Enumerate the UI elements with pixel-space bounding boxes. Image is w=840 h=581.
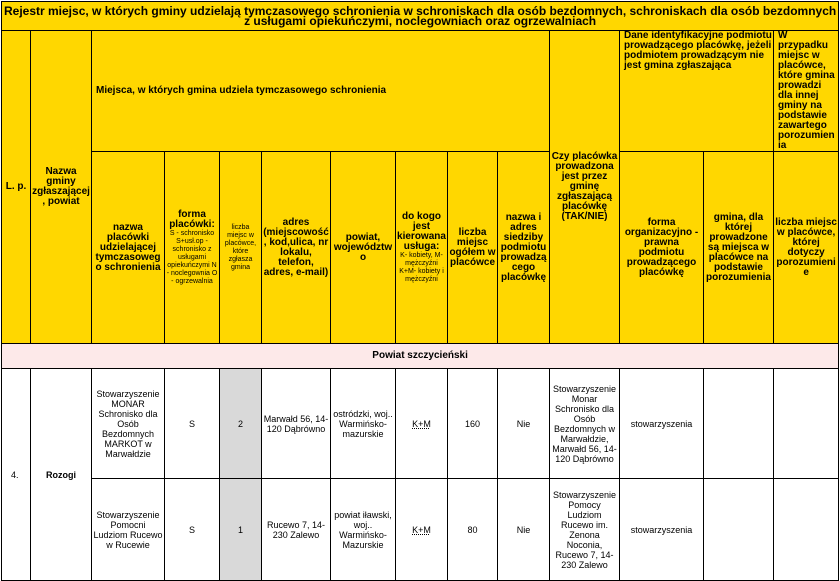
- row-podmiot: Stowarzyszenie Monar Schronisko dla Osób Bezdomnych w Marwałdzie, Marwałd 56, 14-120 Dąbrówno: [550, 369, 620, 479]
- header-forma-title: forma placówki:: [169, 208, 215, 230]
- header-forma: [165, 152, 220, 344]
- row-powiat: powiat iławski, woj.. Warmińsko-Mazurskie: [331, 479, 396, 581]
- header-przypadek-group: W przypadku miejsc w placówce, które gmina prowadzi dla innej gminy na podstawie zawartego porozumienia: [774, 31, 839, 152]
- header-forma-org: forma organizacyjno - prawna podmiotu prowadzącego placówkę: [620, 152, 704, 344]
- row-gmina-porozumienie: [704, 369, 774, 479]
- header-do-kogo: [396, 152, 448, 344]
- row-czy: Nie: [498, 479, 550, 581]
- register-title: Rejestr miejsc, w których gminy udzielają tymczasowego schronienia w schroniskach dla osób bezdomnych, schroniskach dla osób bezdomnych z usługami opiekuńczymi, noclegowniach oraz ogrzewalniach: [2, 2, 839, 31]
- row-liczba-porozumienie: [774, 479, 839, 581]
- row-forma-org: stowarzyszenia: [620, 369, 704, 479]
- row-do-kogo: [396, 479, 448, 581]
- row-nazwa: Stowarzyszenie MONAR Schronisko dla Osób Bezdomnych MARKOT w Marwałdzie: [92, 369, 165, 479]
- row-czy: Nie: [498, 369, 550, 479]
- header-dane-group: Dane identyfikacyjne podmiotu prowadzącego placówkę, jeżeli podmiotem prowadzącym nie jest gmina zgłaszająca: [620, 31, 774, 152]
- row-forma-org: stowarzyszenia: [620, 479, 704, 581]
- header-do-kogo-title: do kogo jest kierowana usługa:: [397, 210, 446, 252]
- header-gmina-dla-ktorej: gmina, dla której prowadzone są miejsca w placówce na podstawie porozumienia: [704, 152, 774, 344]
- row-forma: S: [165, 369, 220, 479]
- header-do-kogo-detail: K- kobiety, M- mężczyźni K+M- kobiety i mężczyźni: [399, 251, 444, 283]
- header-lp: L. p.: [2, 31, 31, 344]
- entry-gmina: Rozogi: [31, 369, 92, 581]
- header-forma-detail: S - schronisko S+usł.op - schronisko z usługami opiekuńczymi N - noclegownia O - ogrzewalnia: [166, 229, 218, 285]
- header-czy-prowadzona: Czy placówka prowadzona jest przez gminę zgłaszającą placówkę (TAK/NIE): [550, 31, 620, 344]
- row-liczba-ogolem: 160: [448, 369, 498, 479]
- header-nazwa-adres-podmiotu: nazwa i adres siedziby podmiotu prowadzącego placówkę: [498, 152, 550, 344]
- table-row: [2, 479, 839, 581]
- row-do-kogo-value: K+M: [412, 418, 431, 429]
- row-nazwa: Stowarzyszenie Pomocni Ludziom Rucewo w Rucewie: [92, 479, 165, 581]
- row-podmiot: Stowarzyszenie Pomocy Ludziom Rucewo im. Zenona Noconia, Rucewo 7, 14-230 Zalewo: [550, 479, 620, 581]
- header-liczba-miejsc-gmina: liczba miejsc w placówce, które zgłasza gmina: [220, 152, 262, 344]
- entry-lp: 4.: [2, 369, 31, 581]
- register-table: [1, 1, 839, 581]
- row-liczba-gmina: 2: [220, 369, 262, 479]
- row-do-kogo-value: K+M: [412, 524, 431, 535]
- header-liczba-miejsc-porozumienie: liczba miejsc w placówce, której dotyczy porozumienie: [774, 152, 839, 344]
- row-powiat: ostródzki, woj.. Warmińsko-mazurskie: [331, 369, 396, 479]
- header-miejsca-group: Miejsca, w których gmina udziela tymczasowego schronienia: [92, 31, 550, 152]
- header-powiat: powiat, województwo: [331, 152, 396, 344]
- row-forma: S: [165, 479, 220, 581]
- row-liczba-gmina: 1: [220, 479, 262, 581]
- header-adres: adres (miejscowość, kod,ulica, nr lokalu, telefon, adres, e-mail): [262, 152, 331, 344]
- row-do-kogo: [396, 369, 448, 479]
- header-nazwa-placowki: nazwa placówki udzielającej tymczasowego schronienia: [92, 152, 165, 344]
- row-gmina-porozumienie: [704, 479, 774, 581]
- row-liczba-ogolem: 80: [448, 479, 498, 581]
- header-liczba-miejsc-ogolem: liczba miejsc ogółem w placówce: [448, 152, 498, 344]
- header-gmina: Nazwa gminy zgłaszającej, powiat: [31, 31, 92, 344]
- table-row: [2, 369, 839, 479]
- section-label: Powiat szczycieński: [2, 344, 839, 369]
- row-adres: Rucewo 7, 14-230 Zalewo: [262, 479, 331, 581]
- row-adres: Marwałd 56, 14-120 Dąbrówno: [262, 369, 331, 479]
- row-liczba-porozumienie: [774, 369, 839, 479]
